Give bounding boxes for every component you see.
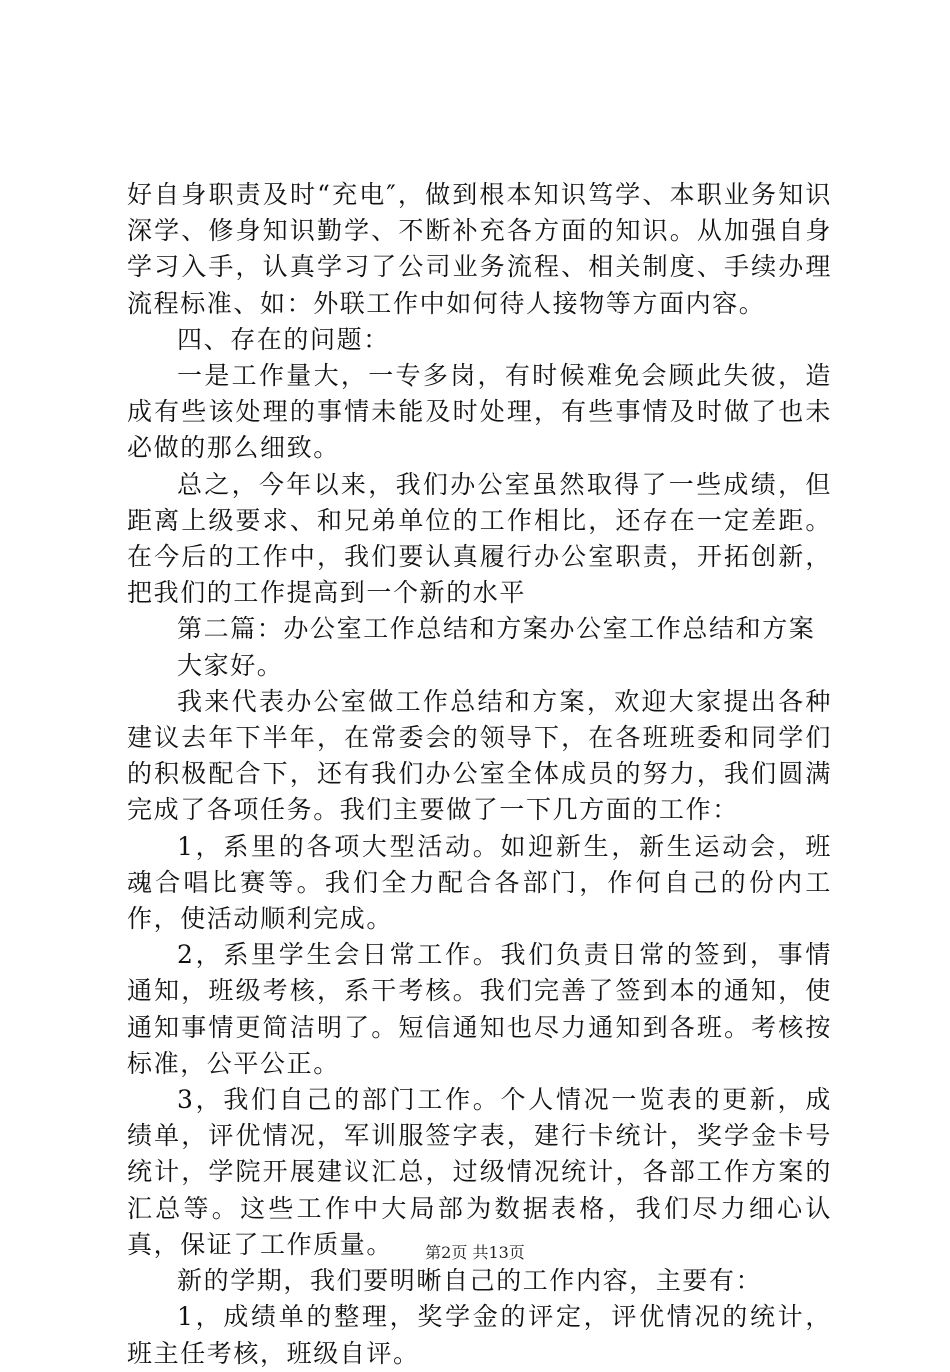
paragraph: 大家好。 [177,650,284,680]
paragraph: 好自身职责及时“充电″，做到根本知识笃学、本职业务知识深学、修身知识勤学、不断补充各方面的知识。从加强自身学习入手，认真学习了公司业务流程、相关制度、手续办理流程标准、如：外联工作中如何待人接物等方面内容。 [127,180,832,318]
list-item: 3，我们自己的部门工作。个人情况一览表的更新，成绩单，评优情况，军训服签字表，建行卡统计，奖学金卡号统计，学院开展建议汇总，过级情况统计，各部工作方案的汇总等。这些工作中大局部为数据表格，我们尽力细心认真，保证了工作质量。 [127,1085,832,1259]
list-item: 1，系里的各项大型活动。如迎新生，新生运动会，班魂合唱比赛等。我们全力配合各部门，作何自己的份内工作，使活动顺利完成。 [127,831,832,934]
paragraph: 总之，今年以来，我们办公室虽然取得了一些成绩，但距离上级要求、和兄弟单位的工作相比，还存在一定差距。在今后的工作中，我们要认真履行办公室职责，开拓创新，把我们的工作提高到一个新的水平 [127,469,832,608]
list-item: 1，成绩单的整理，奖学金的评定，评优情况的统计，班主任考核，班级自评。 [127,1302,832,1368]
page-number-footer: 第2页 共13页 [425,1243,525,1262]
document-body [127,177,832,1372]
paragraph: 一是工作量大，一专多岗，有时候难免会顾此失彼，造成有些该处理的事情未能及时处理，有些事情及时做了也未必做的那么细致。 [127,361,832,463]
paragraph: 我来代表办公室做工作总结和方案，欢迎大家提出各种建议去年下半年，在常委会的领导下，在各班班委和同学们的积极配合下，还有我们办公室全体成员的努力，我们圆满完成了各项任务。我们主要做了一下几方面的工作： [127,686,832,825]
paragraph: 新的学期，我们要明晰自己的工作内容，主要有： [177,1266,763,1296]
chapter-heading: 第二篇：办公室工作总结和方案办公室工作总结和方案 [177,614,816,644]
section-heading: 四、存在的问题： [177,324,390,354]
list-item: 2，系里学生会日常工作。我们负责日常的签到，事情通知，班级考核，系干考核。我们完善了签到本的通知，使通知事情更简洁明了。短信通知也尽力通知到各班。考核按标准，公平公正。 [127,940,832,1078]
